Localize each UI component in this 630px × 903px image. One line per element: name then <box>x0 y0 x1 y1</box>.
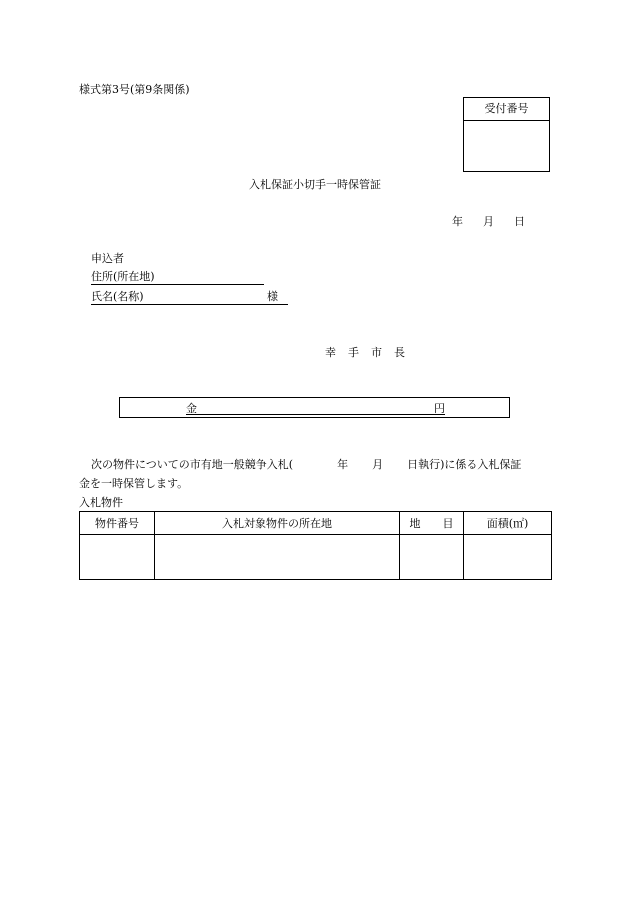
date-line <box>452 213 525 229</box>
name-field <box>91 288 288 305</box>
issuer-char: 長 <box>394 346 405 359</box>
table-cell <box>464 535 552 580</box>
notice-year: 年 <box>337 458 349 471</box>
form-number: 様式第3号(第9条関係) <box>79 83 190 96</box>
property-label: 入札物件 <box>79 496 123 509</box>
issuer-mayor <box>0 344 630 360</box>
column-header: 入札対象物件の所在地 <box>155 512 400 535</box>
column-header: 物件番号 <box>80 512 155 535</box>
date-month: 月 <box>483 215 494 228</box>
name-label: 氏名(名称) <box>91 290 144 303</box>
notice-part1: 次の物件についての市有地一般競争入札( <box>91 458 294 471</box>
issuer-char: 幸 <box>325 346 336 359</box>
issuer-char: 手 <box>348 346 359 359</box>
amount-box <box>119 397 510 418</box>
notice-part2: 日執行)に係る入札保証 <box>407 458 522 471</box>
date-year: 年 <box>452 215 463 228</box>
address-label: 住所(所在地) <box>91 270 155 283</box>
document-title: 入札保証小切手一時保管証 <box>249 178 381 191</box>
table-cell <box>80 535 155 580</box>
receipt-number-box <box>463 97 550 172</box>
applicant-label: 申込者 <box>91 252 124 265</box>
column-header: 地 目 <box>400 512 464 535</box>
notice-month: 月 <box>372 458 384 471</box>
honorific: 様 <box>267 290 278 303</box>
column-header: 面積(㎡) <box>464 512 552 535</box>
table-cell <box>400 535 464 580</box>
property-table <box>79 511 552 580</box>
issuer-char: 市 <box>371 346 382 359</box>
amount-suffix: 円 <box>434 402 445 415</box>
amount-line <box>186 401 445 415</box>
table-header-row <box>80 512 552 535</box>
amount-prefix: 金 <box>186 402 197 415</box>
table-cell <box>155 535 400 580</box>
table-row <box>80 535 552 580</box>
address-field <box>91 268 264 285</box>
notice-text <box>79 455 551 493</box>
receipt-number-label: 受付番号 <box>464 98 549 121</box>
notice-line2: 金を一時保管します。 <box>79 477 189 490</box>
date-day: 日 <box>514 215 525 228</box>
